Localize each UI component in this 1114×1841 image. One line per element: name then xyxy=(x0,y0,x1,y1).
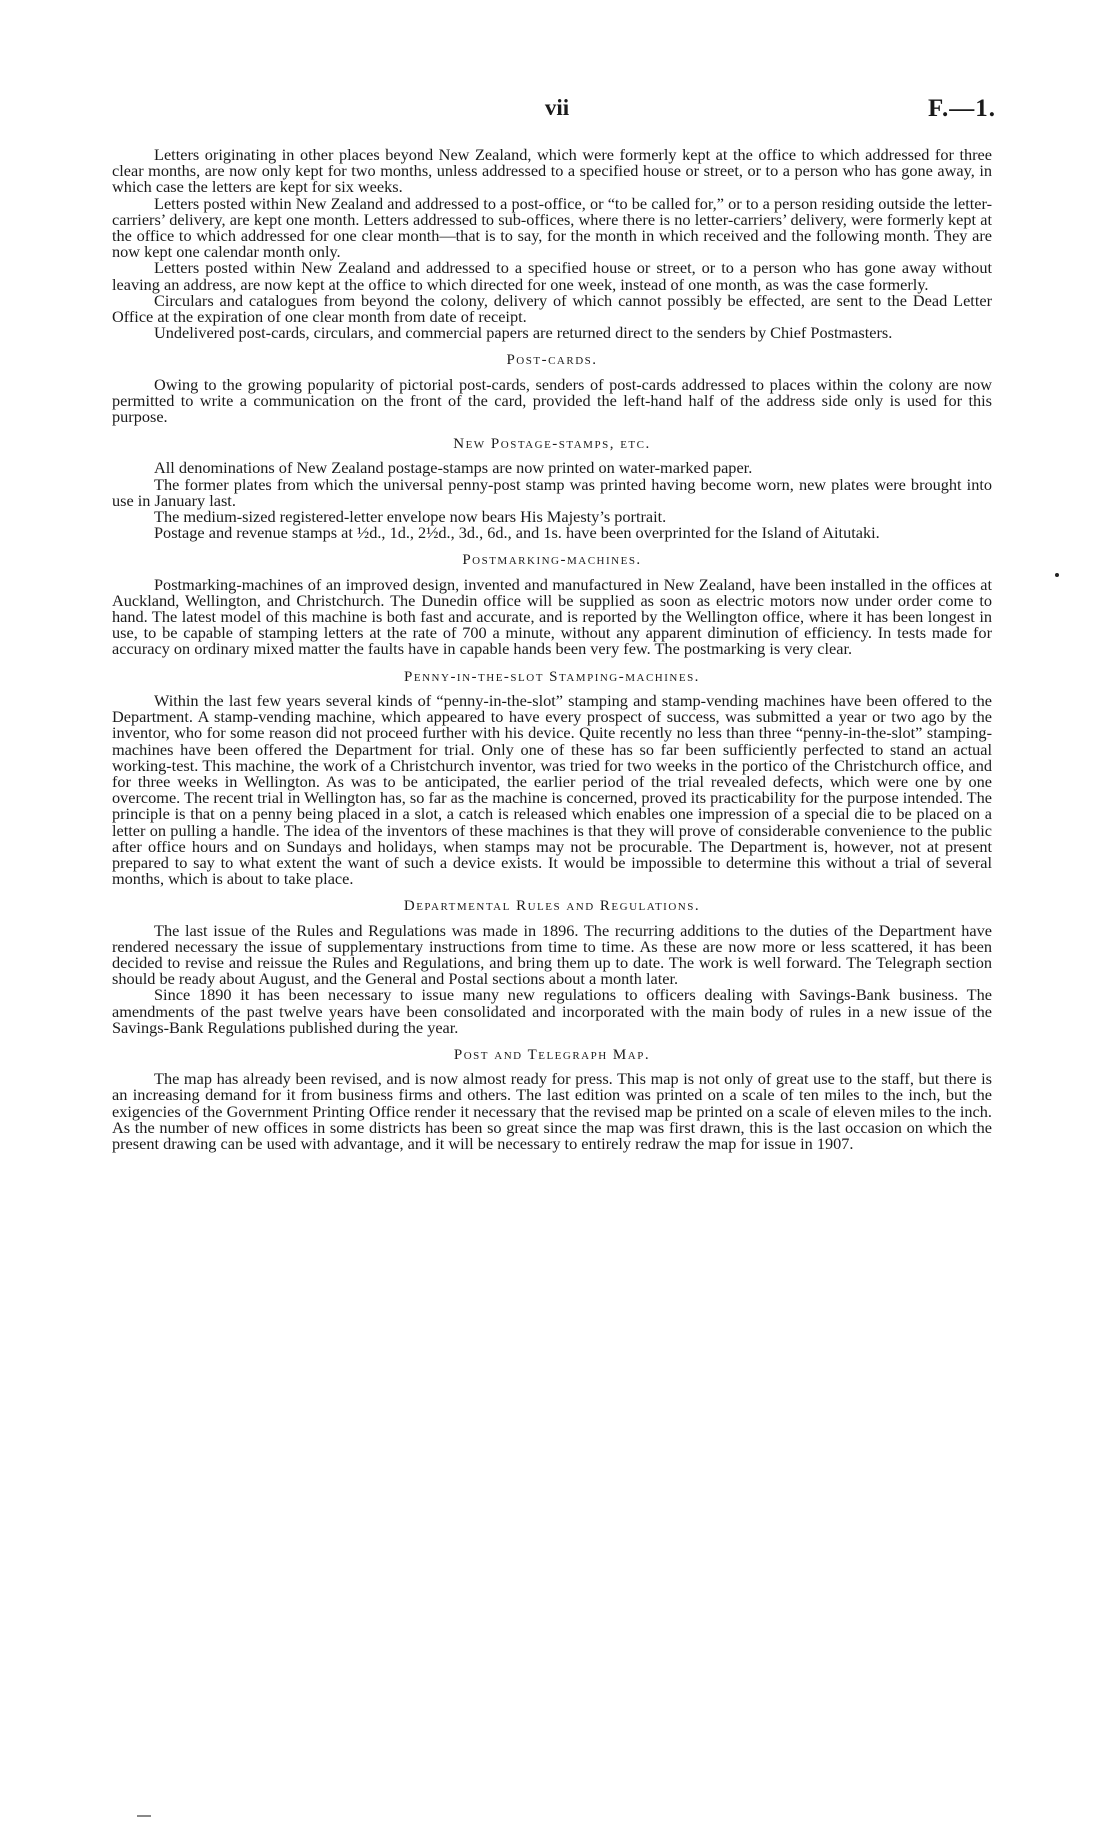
paragraph: The former plates from which the universal penny-post stamp was printed having become worn, new plates were brought into use in January last. xyxy=(112,474,992,510)
section-heading: Post-cards. xyxy=(506,352,598,369)
section-heading: Post and Telegraph Map. xyxy=(453,1046,651,1063)
margin-ink-dot xyxy=(1055,573,1059,577)
paragraph: Postmarking-machines of an improved design, invented and manufactured in New Zealand, have been installed in the offices at Auckland, Wellington, and Christchurch. The Dunedin office will be supplied as soon as electric motors now under order come to hand. The latest model of this machine is both fast and accurate, and is reported by the Wellington office, where it has been longest in use, to be capable of stamping letters at the rate of 700 a minute, without any apparent diminution of efficiency. In tests made for accuracy on ordinary mixed matter the faults have in capable hands been very few. The postmarking is very clear. xyxy=(112,574,992,659)
section-heading: New Postage-stamps, etc. xyxy=(453,436,651,453)
paragraph: Letters posted within New Zealand and addressed to a post-office, or “to be called for,” or to a person residing outside the letter-carriers’ delivery, are kept one month. Letters addressed to sub-offices, where there is no letter-carriers’ delivery, were formerly kept at the office to which addressed for one clear month—that is to say, for the month in which received and the following month. They are now kept one calendar month only. xyxy=(112,193,992,262)
section-heading: Postmarking-machines. xyxy=(462,552,642,569)
paragraph: Undelivered post-cards, circulars, and commercial papers are returned direct to the senders by Chief Postmasters. xyxy=(154,323,893,343)
section-penny-in-the-slot xyxy=(112,669,992,888)
paragraph: The last issue of the Rules and Regulations was made in 1896. The recurring additions to the duties of the Department have rendered necessary the issue of supplementary instructions from time to time. As these are now more or less scattered, it has been decided to revise and reissue the Rules and Regulations, and bring them up to date. The work is well forward. The Telegraph section should be ready about August, and the General and Postal sections about a month later. xyxy=(112,920,992,989)
section-rules-and-regulations xyxy=(112,898,992,1036)
document-reference: F.—1. xyxy=(928,95,996,122)
page-body xyxy=(112,147,992,1152)
section-new-postage-stamps xyxy=(112,436,992,541)
paragraph: Within the last few years several kinds of “penny-in-the-slot” stamping and stamp-vending machines have been offered to the Department. A stamp-vending machine, which appeared to have every prospect of success, was submitted a year or two ago by the inventor, who for some reason did not proceed further with his device. Quite recently no less than three “penny-in-the-slot” stamping-machines have been offered the Department for trial. Only one of these has so far been sufficiently perfected to stand an actual working-test. This machine, the work of a Christchurch inventor, was tried for two weeks in the portico of the Christchurch office, and for three weeks in Wellington. As was to be anticipated, the earlier period of the trial revealed defects, which were one by one overcome. The recent trial in Wellington has, so far as the machine is concerned, proved its practicability for the purpose intended. The principle is that on a penny being placed in a slot, a catch is released which enables one impression of a special die to be placed on a letter on pulling a handle. The idea of the inventors of these machines is that they will prove of considerable convenience to the public after office hours and on Sundays and holidays, when stamps may not be procurable. The Department is, however, not at present prepared to say to what extent the want of such a device exists. It would be impossible to determine this without a trial of several months, which is about to take place. xyxy=(112,690,992,889)
paragraph: Owing to the growing popularity of pictorial post-cards, senders of post-cards addressed to places within the colony are now permitted to write a communication on the front of the card, provided the left-hand half of the address side only is used for this purpose. xyxy=(112,374,992,427)
bottom-ink-mark xyxy=(137,1815,151,1817)
paragraph: The map has already been revised, and is now almost ready for press. This map is not only of great use to the staff, but there is an increasing demand for it from business firms and others. The last edition was printed on a scale of ten miles to the inch, but the exigencies of the Government Printing Office render it necessary that the revised map be printed on a scale of eleven miles to the inch. As the number of new offices in some districts has been so great since the map was first drawn, this is the last occasion on which the present drawing can be used with advantage, and it will be necessary to entirely redraw the map for issue in 1907. xyxy=(112,1069,992,1153)
paragraph: Circulars and catalogues from beyond the colony, delivery of which cannot possibly be effected, are sent to the Dead Letter Office at the expiration of one clear month from date of receipt. xyxy=(112,290,992,327)
paragraph: Letters posted within New Zealand and addressed to a specified house or street, or to a person who has gone away without leaving an address, are now kept at the office to which directed for one week, instead of one month, as was the case formerly. xyxy=(112,258,992,294)
section-heading: Departmental Rules and Regulations. xyxy=(403,898,701,915)
page-number: vii xyxy=(544,95,570,120)
paragraph: All denominations of New Zealand postage-stamps are now printed on water-marked paper. xyxy=(154,458,753,478)
section-post-cards xyxy=(112,352,992,425)
paragraph: Letters originating in other places beyond New Zealand, which were formerly kept at the office to which addressed for three clear months, are now only kept for two months, unless addressed to a specified house or street, or to a person who has gone away, in which case the letters are kept for six weeks. xyxy=(112,145,992,197)
section-heading: Penny-in-the-slot Stamping-machines. xyxy=(404,668,700,685)
section-post-and-telegraph-map xyxy=(112,1047,992,1152)
paragraph: Since 1890 it has been necessary to issue many new regulations to officers dealing with Savings-Bank business. The amendments of the past twelve years have been consolidated and incorporated with the main body of rules in a new issue of the Savings-Bank Regulations published during the year. xyxy=(112,985,992,1037)
paragraph: The medium-sized registered-letter envelope now bears His Majesty’s portrait. xyxy=(154,507,667,527)
paragraph: Postage and revenue stamps at ½d., 1d., 2½d., 3d., 6d., and 1s. have been overprinted for the Island of Aitutaki. xyxy=(154,523,880,543)
section-postmarking-machines xyxy=(112,552,992,657)
